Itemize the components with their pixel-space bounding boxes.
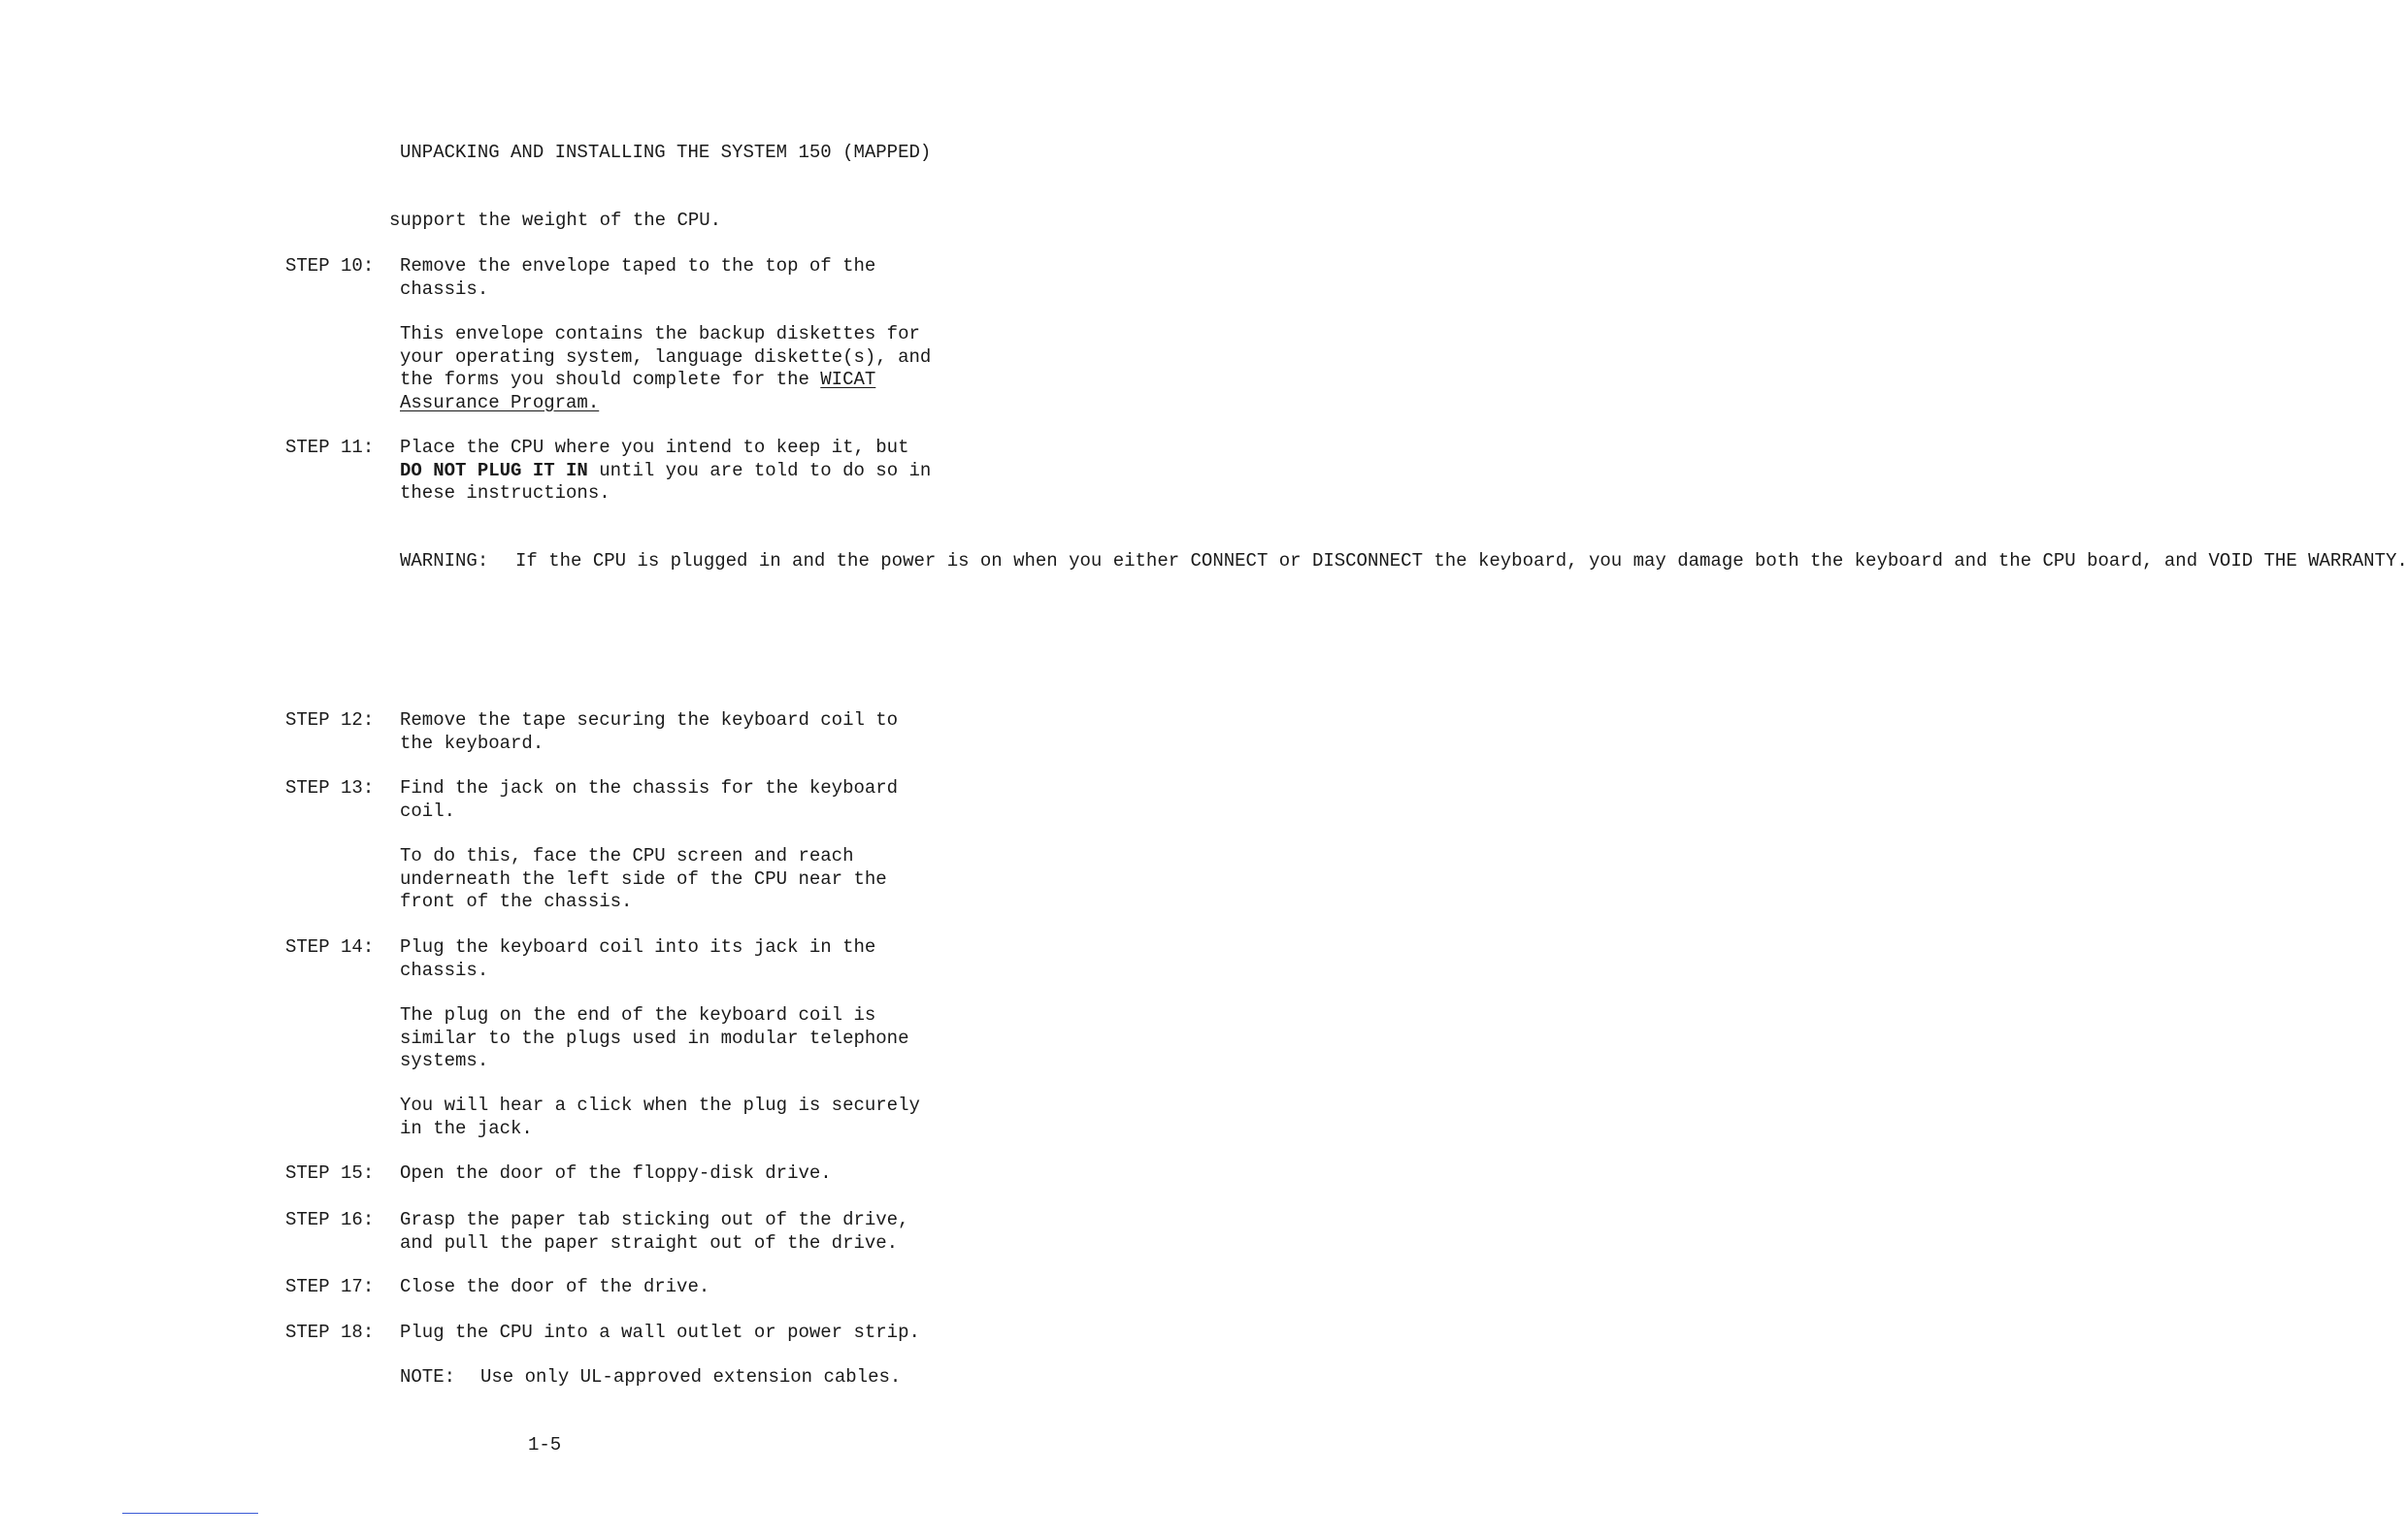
warning-line: If the CPU is plugged in and the power bbox=[515, 550, 937, 572]
step-14-label: STEP 14: bbox=[285, 936, 375, 958]
page-header: UNPACKING AND INSTALLING THE SYSTEM 150 (MAPPED) bbox=[400, 142, 932, 163]
step-13-detail-line: To do this, face the CPU screen and reach bbox=[400, 845, 854, 867]
step-12-label: STEP 12: bbox=[285, 709, 375, 731]
step-10-detail-line bbox=[400, 369, 963, 392]
assurance-program-underlined: Assurance Program. bbox=[400, 391, 600, 413]
step-11-line: these instructions. bbox=[400, 482, 610, 504]
step-15-line: Open the door of the floppy-disk drive. bbox=[400, 1162, 832, 1184]
step-13-line: coil. bbox=[400, 800, 456, 822]
step-16-label: STEP 16: bbox=[285, 1209, 375, 1230]
step-14-line: Plug the keyboard coil into its jack in the bbox=[400, 936, 876, 958]
step-10-text bbox=[400, 255, 963, 301]
step-16-line: and pull the paper straight out of the drive. bbox=[400, 1231, 899, 1254]
step-14-note-line: You will hear a click when the plug is securely bbox=[400, 1095, 920, 1116]
step-11-line bbox=[400, 460, 963, 483]
warning-line: is on when you either CONNECT or bbox=[946, 550, 1302, 572]
continuation-text: support the weight of the CPU. bbox=[389, 210, 722, 231]
step-10-line: chassis. bbox=[400, 278, 489, 300]
step-13-detail-line: underneath the left side of the CPU near the bbox=[400, 867, 887, 890]
step-17-text bbox=[400, 1276, 963, 1299]
note-label: NOTE: bbox=[400, 1366, 456, 1388]
step-10-detail-line: your operating system, language diskette(s), and bbox=[400, 345, 932, 368]
step-15-label: STEP 15: bbox=[285, 1162, 375, 1184]
page-number: 1-5 bbox=[528, 1434, 562, 1456]
step-14-detail-line: The plug on the end of the keyboard coil is bbox=[400, 1004, 876, 1026]
step-15-text bbox=[400, 1162, 963, 1186]
step-10-label: STEP 10: bbox=[285, 255, 375, 277]
scan-edge-line bbox=[122, 1513, 258, 1514]
do-not-plug-bold: DO NOT PLUG IT IN bbox=[400, 459, 588, 481]
warning-line: DISCONNECT the keyboard, you may bbox=[1311, 550, 1666, 572]
step-13-detail-line: front of the chassis. bbox=[400, 891, 633, 912]
step-11-label: STEP 11: bbox=[285, 437, 375, 458]
step-14-detail-line: similar to the plugs used in modular telephone bbox=[400, 1027, 909, 1049]
step-12-line: Remove the tape securing the keyboard coil to bbox=[400, 709, 899, 731]
step-14-detail bbox=[400, 1004, 963, 1073]
step-13-label: STEP 13: bbox=[285, 777, 375, 799]
step-14-detail-line: systems. bbox=[400, 1050, 489, 1071]
warning-label: WARNING: bbox=[400, 550, 489, 572]
step-14-text bbox=[400, 936, 963, 982]
step-14-note-line: in the jack. bbox=[400, 1117, 533, 1139]
step-14-note bbox=[400, 1095, 963, 1140]
step-13-line: Find the jack on the chassis for the keyboard bbox=[400, 777, 899, 799]
warning-line: board, and VOID THE WARRANTY. bbox=[2087, 550, 2408, 572]
warning-text bbox=[515, 550, 2408, 573]
step-12-text bbox=[400, 709, 963, 755]
step-11-text bbox=[400, 437, 963, 506]
step-16-line: Grasp the paper tab sticking out of the drive, bbox=[400, 1209, 909, 1230]
step-13-detail bbox=[400, 845, 963, 914]
step-18-line: Plug the CPU into a wall outlet or power strip. bbox=[400, 1322, 920, 1343]
step-11-line-rest: until you are told to do so in bbox=[587, 459, 932, 481]
step-14-line: chassis. bbox=[400, 959, 489, 981]
step-10-detail-line bbox=[400, 392, 963, 415]
step-17-line: Close the door of the drive. bbox=[400, 1276, 710, 1297]
step-10-line: Remove the envelope taped to the top of the bbox=[400, 255, 876, 277]
step-18-text bbox=[400, 1322, 963, 1345]
step-18-label: STEP 18: bbox=[285, 1322, 375, 1343]
note-text: Use only UL-approved extension cables. bbox=[480, 1366, 902, 1388]
step-12-line: the keyboard. bbox=[400, 732, 544, 754]
step-10-detail-line: This envelope contains the backup diskettes for bbox=[400, 323, 920, 344]
step-16-text bbox=[400, 1209, 963, 1255]
wicat-underlined: WICAT bbox=[820, 369, 876, 390]
step-17-label: STEP 17: bbox=[285, 1276, 375, 1297]
warning-line: damage both the keyboard and the CPU bbox=[1677, 550, 2076, 572]
step-11-line: Place the CPU where you intend to keep it, but bbox=[400, 437, 909, 458]
step-10-detail bbox=[400, 323, 963, 414]
step-13-text bbox=[400, 777, 963, 823]
step-10-forms-text: the forms you should complete for the bbox=[400, 369, 809, 390]
